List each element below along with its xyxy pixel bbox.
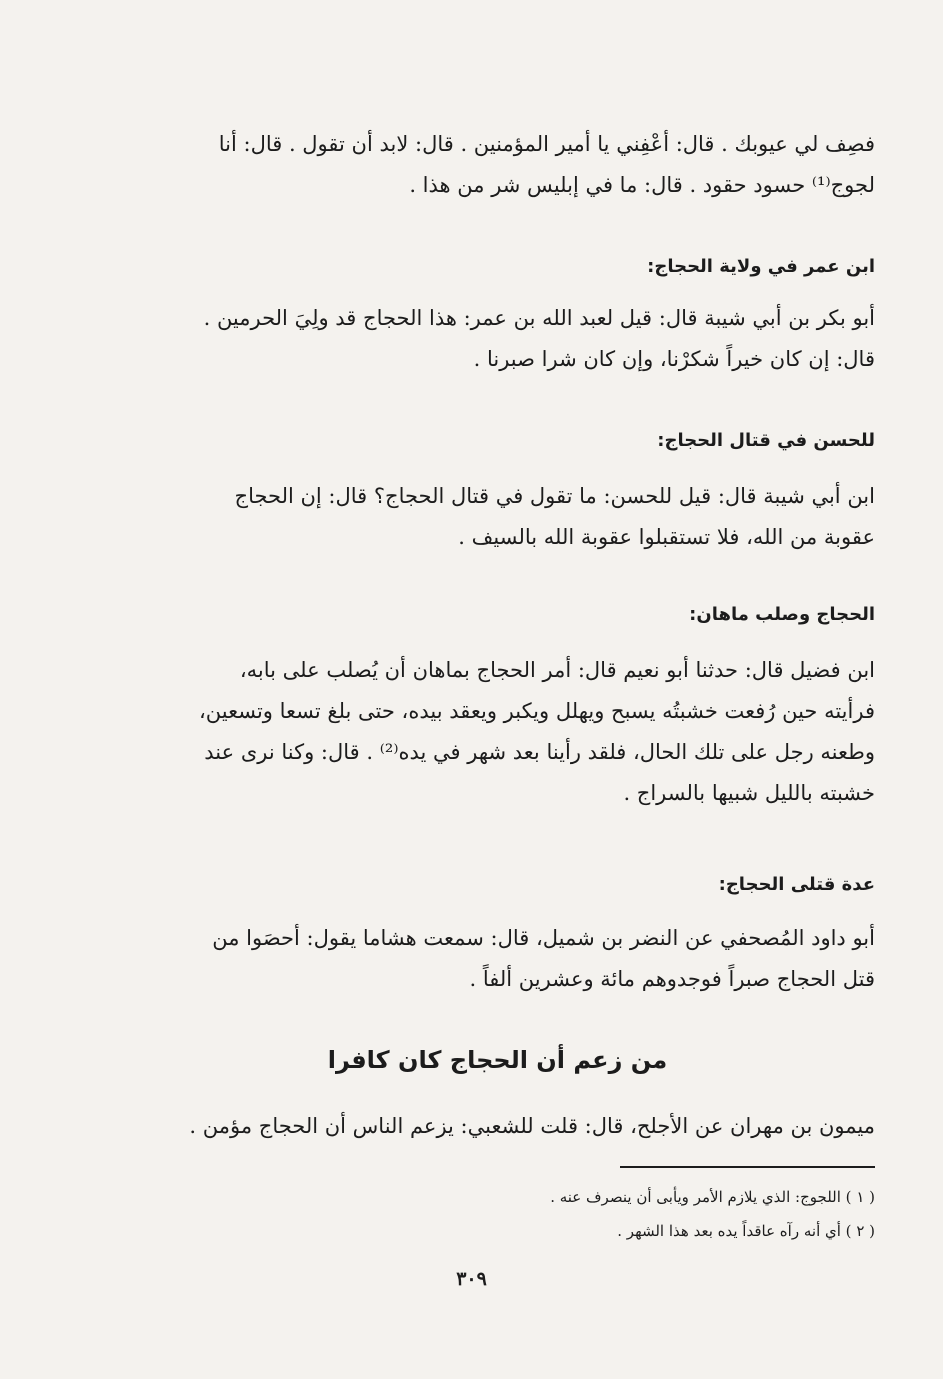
page-number: ٣٠٩ <box>456 1268 487 1290</box>
paragraph-line: أبو بكر بن أبي شيبة قال: قيل لعبد الله بن عمر: هذا الحجاج قد ولِيَ الحرمين . <box>203 306 875 330</box>
section-heading: الحجاج وصلب ماهان: <box>689 604 875 625</box>
footnote: ( ١ ) اللجوج: الذي يلازم الأمر ويأبى أن ينصرف عنه . <box>550 1188 875 1206</box>
paragraph-line: وطعنه رجل على تلك الحال، فلقد رأينا بعد شهر في يده⁽²⁾ . قال: وكنا نرى عند <box>204 740 875 764</box>
paragraph-line: فرأيته حين رُفعت خشبتُه يسبح ويهلل ويكبر ويعقد بيده، حتى بلغ تسعا وتسعين، <box>199 699 875 723</box>
paragraph-line: أبو داود المُصحفي عن النضر بن شميل، قال: سمعت هشاما يقول: أحصَوا من <box>212 926 875 950</box>
chapter-title: من زعم أن الحجاج كان كافرا <box>327 1046 668 1074</box>
paragraph-line: ابن فضيل قال: حدثنا أبو نعيم قال: أمر الحجاج بماهان أن يُصلب على بابه، <box>239 658 875 682</box>
section-paragraph <box>120 476 875 558</box>
footnote: ( ٢ ) أي أنه رآه عاقداً يده بعد هذا الشهر . <box>617 1222 875 1240</box>
paragraph-line: قال: إن كان خيراً شكرْنا، وإن كان شرا صبرنا . <box>473 347 875 371</box>
chapter-paragraph <box>120 1106 875 1147</box>
paragraph-line: ميمون بن مهران عن الأجلح، قال: قلت للشعبي: يزعم الناس أن الحجاج مؤمن . <box>189 1114 875 1138</box>
paragraph-line: لجوج⁽¹⁾ حسود حقود . قال: ما في إبليس شر من هذا . <box>409 173 875 197</box>
intro-paragraph <box>120 124 875 206</box>
section-heading: للحسن في قتال الحجاج: <box>657 430 875 451</box>
section-heading: ابن عمر في ولاية الحجاج: <box>647 256 875 277</box>
paragraph-line: فصِف لي عيوبك . قال: أعْفِني يا أمير المؤمنين . قال: لابد أن تقول . قال: أنا <box>218 132 875 156</box>
section-paragraph <box>120 918 875 1000</box>
paragraph-line: عقوبة من الله، فلا تستقبلوا عقوبة الله بالسيف . <box>458 525 875 549</box>
section-heading: عدة قتلى الحجاج: <box>718 874 875 895</box>
section-paragraph <box>120 650 875 814</box>
section-paragraph <box>120 298 875 380</box>
paragraph-line: خشبته بالليل شبيها بالسراج . <box>623 781 875 805</box>
paragraph-line: قتل الحجاج صبراً فوجدوهم مائة وعشرين ألفاً . <box>469 967 875 991</box>
footnote-divider <box>620 1166 875 1168</box>
paragraph-line: ابن أبي شيبة قال: قيل للحسن: ما تقول في قتال الحجاج؟ قال: إن الحجاج <box>234 484 875 508</box>
